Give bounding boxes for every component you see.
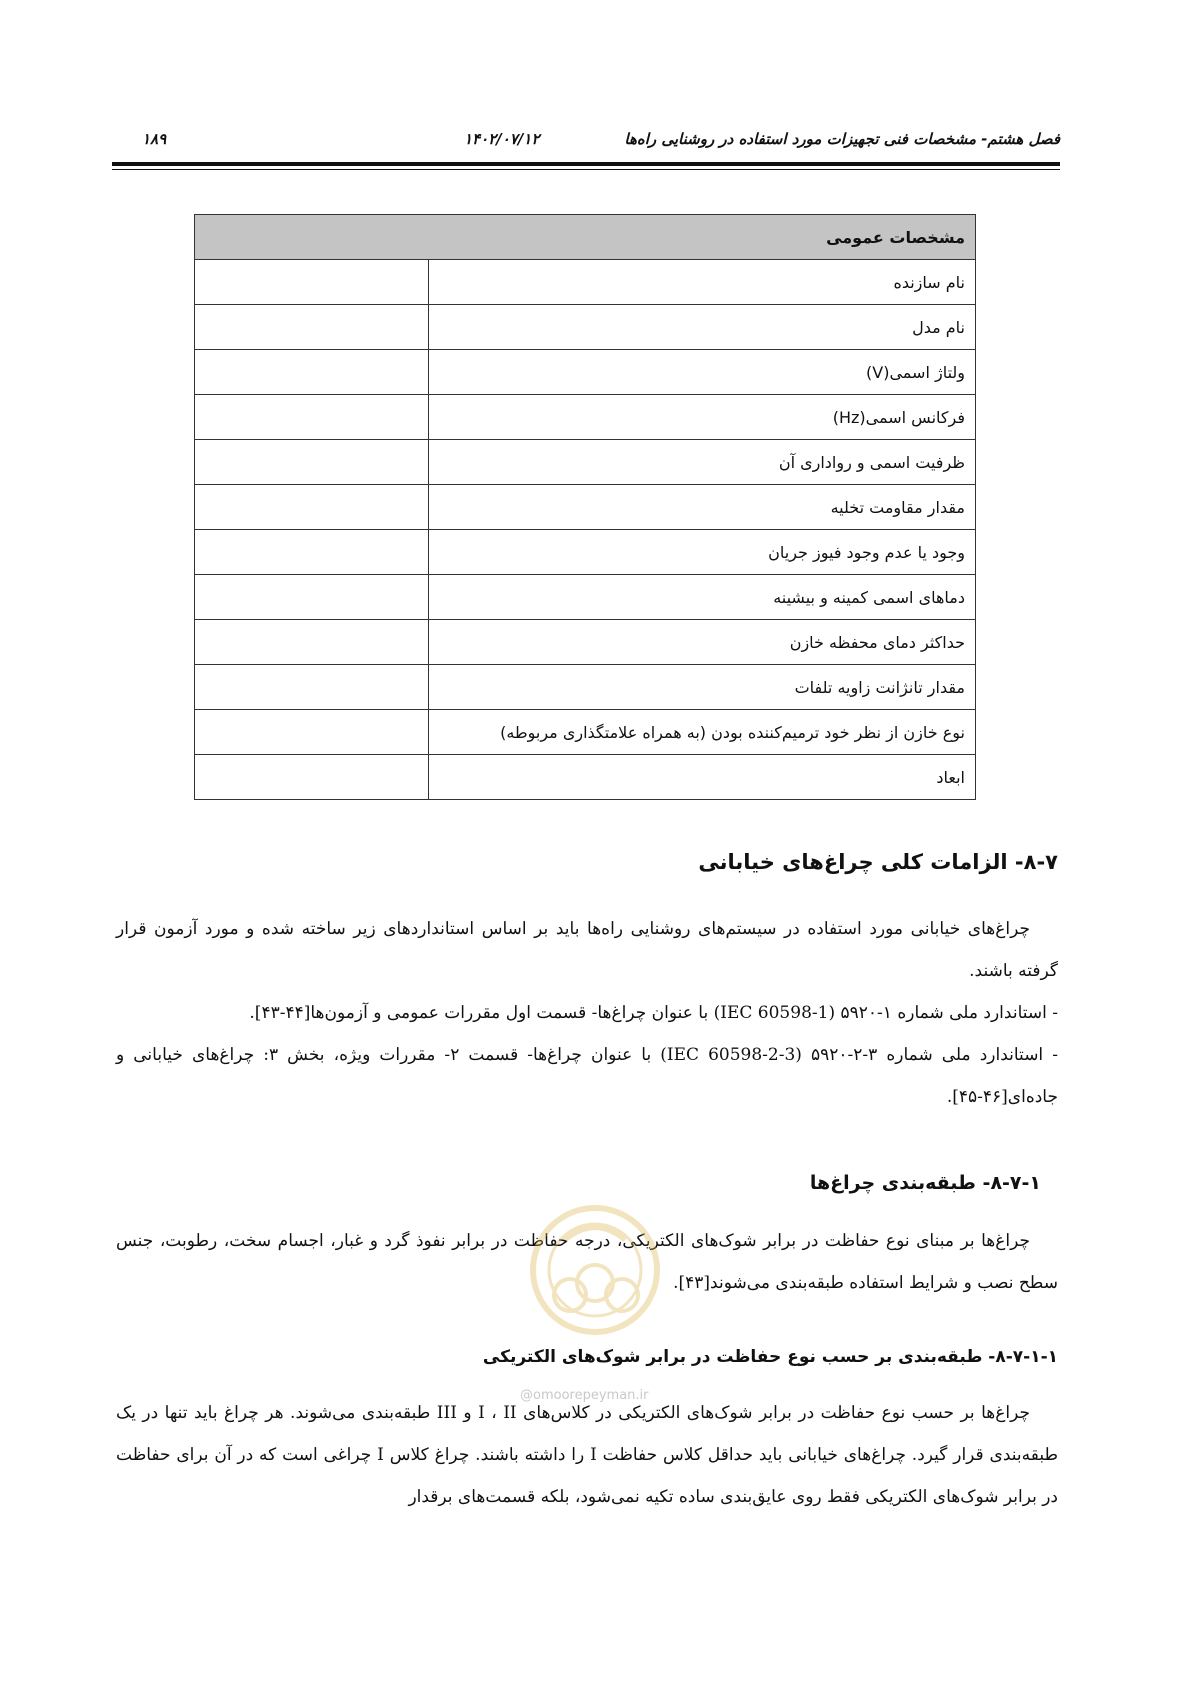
chapter-title: فصل هشتم- مشخصات فنی تجهیزات مورد استفاده در روشنایی راه‌ها xyxy=(624,130,1060,148)
row-label: ابعاد xyxy=(428,755,975,800)
row-label: ظرفیت اسمی و رواداری آن xyxy=(428,440,975,485)
table-row xyxy=(195,395,976,440)
page-header xyxy=(112,130,1060,156)
row-value-cell xyxy=(195,755,429,800)
row-value-cell xyxy=(195,710,429,755)
table-row xyxy=(195,305,976,350)
table-row xyxy=(195,620,976,665)
row-value-cell xyxy=(195,305,429,350)
table-heading: مشخصات عمومی xyxy=(195,215,976,260)
row-label: ولتاژ اسمی(V) xyxy=(428,350,975,395)
watermark-text: @omoorepeyman.ir xyxy=(520,1388,649,1403)
row-label: نام مدل xyxy=(428,305,975,350)
row-label: حداکثر دمای محفظه خازن xyxy=(428,620,975,665)
section-heading-8-7-1: ۸-۷-۱- طبقه‌بندی چراغ‌ها xyxy=(809,1172,1041,1194)
header-rule-thick xyxy=(112,162,1060,166)
section-8-7-intro: چراغ‌های خیابانی مورد استفاده در سیستم‌های روشنایی راه‌ها باید بر اساس استانداردهای زیر ساخته شده و مورد آزمون قرار گرفته باشند. xyxy=(116,919,1058,981)
section-8-7-1-1-paragraph: چراغ‌ها بر حسب نوع حفاظت در برابر شوک‌های الکتریکی در کلاس‌های I ، II و III طبقه‌بندی می‌شوند. هر چراغ باید تنها در یک طبقه‌بندی قرار گیرد. چراغ‌های خیابانی باید حداقل کلاس حفاظت I را داشته باشند. چراغ کلاس I چراغی است که در آن برای حفاظت در برابر شوک‌های الکتریکی فقط روی عایق‌بندی ساده تکیه نمی‌شود، بلکه قسمت‌های برقدار xyxy=(116,1403,1058,1507)
standard-bullet-2: - استاندارد ملی شماره ۳-۲-۵۹۲۰ (IEC 60598-2-3) با عنوان چراغ‌ها- قسمت ۲- مقررات ویژه، بخش ۳: چراغ‌های خیابانی و جاده‌ای[۴۶-۴۵]. xyxy=(116,1045,1058,1107)
general-specs-table xyxy=(194,214,976,800)
row-value-cell xyxy=(195,530,429,575)
section-8-7-1-paragraph: چراغ‌ها بر مبنای نوع حفاظت در برابر شوک‌های الکتریکی، درجه حفاظت در برابر نفوذ گرد و غبار، اجسام سخت، رطوبت، جنس سطح نصب و شرایط استفاده طبقه‌بندی می‌شوند[۴۳]. xyxy=(116,1231,1058,1293)
row-value-cell xyxy=(195,440,429,485)
table-row xyxy=(195,575,976,620)
section-heading-8-7: ۸-۷- الزامات کلی چراغ‌های خیابانی xyxy=(698,850,1058,874)
row-label: مقدار مقاومت تخلیه xyxy=(428,485,975,530)
section-8-7-body xyxy=(116,908,1058,1118)
row-label: مقدار تانژانت زاویه تلفات xyxy=(428,665,975,710)
section-heading-8-7-1-1: ۸-۷-۱-۱- طبقه‌بندی بر حسب نوع حفاظت در برابر شوک‌های الکتریکی xyxy=(482,1347,1058,1367)
table-row xyxy=(195,260,976,305)
table-row xyxy=(195,710,976,755)
row-value-cell xyxy=(195,350,429,395)
table-row xyxy=(195,665,976,710)
row-label: فرکانس اسمی(Hz) xyxy=(428,395,975,440)
table-row xyxy=(195,755,976,800)
table-row xyxy=(195,350,976,395)
table-row xyxy=(195,485,976,530)
row-value-cell xyxy=(195,260,429,305)
row-label: نام سازنده xyxy=(428,260,975,305)
row-value-cell xyxy=(195,395,429,440)
row-label: وجود یا عدم وجود فیوز جریان xyxy=(428,530,975,575)
row-value-cell xyxy=(195,575,429,620)
table-row xyxy=(195,530,976,575)
table-row xyxy=(195,440,976,485)
row-label: دماهای اسمی کمینه و بیشینه xyxy=(428,575,975,620)
header-date: ۱۴۰۲/۰۷/۱۲ xyxy=(464,130,540,148)
page-number: ۱۸۹ xyxy=(142,130,167,148)
row-value-cell xyxy=(195,620,429,665)
row-value-cell xyxy=(195,485,429,530)
watermark-logo-icon xyxy=(510,1195,680,1345)
row-value-cell xyxy=(195,665,429,710)
table-header-row xyxy=(195,215,976,260)
row-label: نوع خازن از نظر خود ترمیم‌کننده بودن (به همراه علامتگذاری مربوطه) xyxy=(428,710,975,755)
standard-bullet-1: - استاندارد ملی شماره ۱-۵۹۲۰ (IEC 60598-1) با عنوان چراغ‌ها- قسمت اول مقررات عمومی و آزمون‌ها[۴۴-۴۳]. xyxy=(249,1003,1058,1023)
header-rule-thin xyxy=(112,169,1060,170)
